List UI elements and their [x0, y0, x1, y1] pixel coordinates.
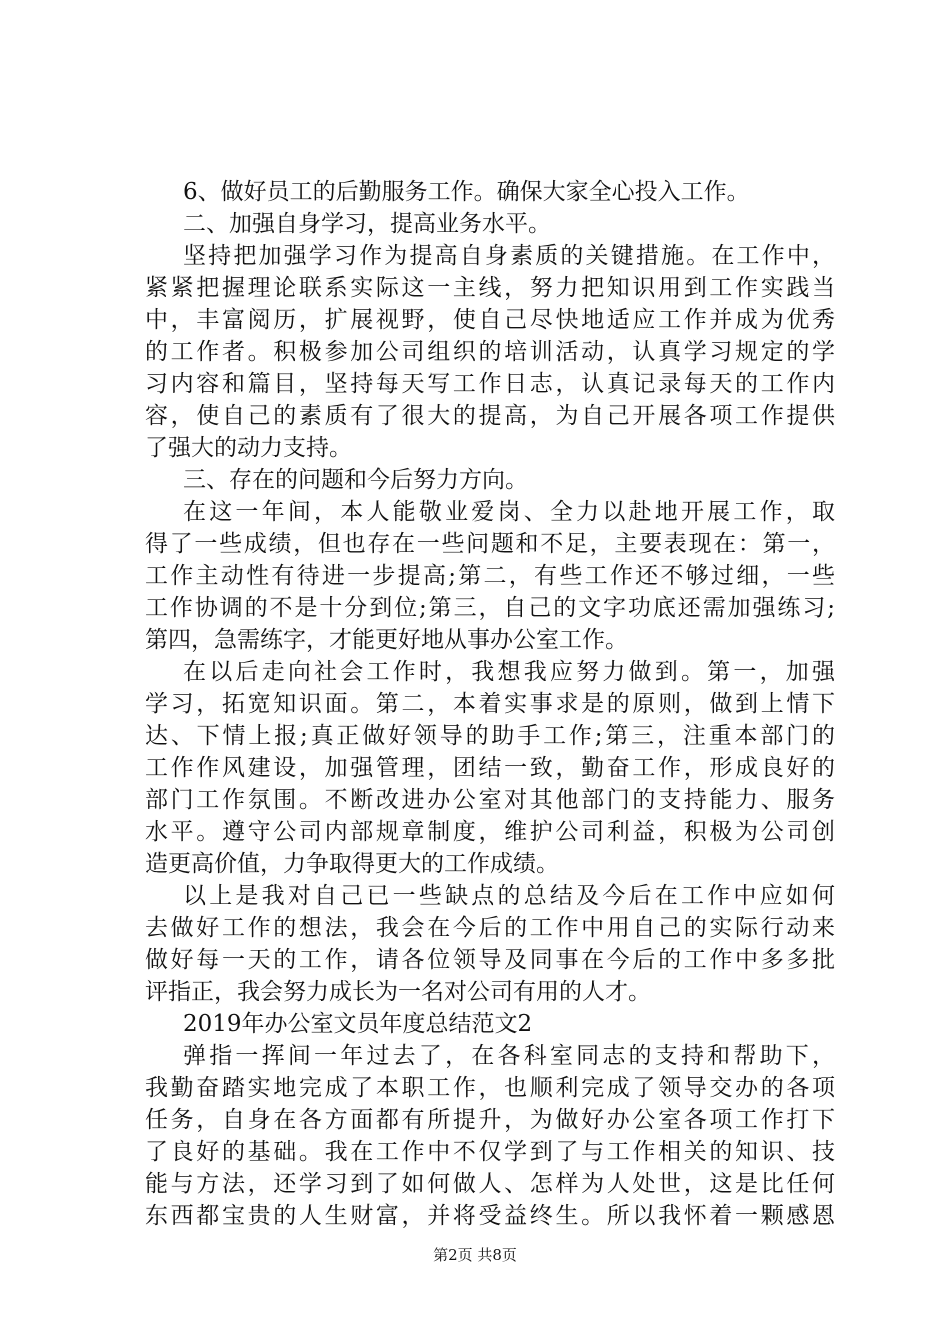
text-line: 紧紧把握理论联系实际这一主线，努力把知识用到工作实践当 [145, 275, 835, 301]
text-line: 以上是我对自己已一些缺点的总结及今后在工作中应如何 [183, 883, 835, 909]
text-line: 在以后走向社会工作时，我想我应努力做到。第一，加强 [183, 659, 835, 685]
text-line: 了良好的基础。我在工作中不仅学到了与工作相关的知识、技 [145, 1139, 835, 1165]
text-line: 弹指一挥间一年过去了，在各科室同志的支持和帮助下， [183, 1043, 835, 1069]
text-line: 东西都宝贵的人生财富，并将受益终生。所以我怀着一颗感恩 [145, 1203, 835, 1229]
page-number-label: 第2页 共8页 [433, 1246, 517, 1264]
text-line: 第四，急需练字，才能更好地从事办公室工作。 [145, 627, 628, 653]
text-line: 得了一些成绩，但也存在一些问题和不足，主要表现在：第一， [145, 531, 835, 557]
text-line: 2019年办公室文员年度总结范文2 [183, 1011, 533, 1037]
text-line: 坚持把加强学习作为提高自身素质的关键措施。在工作中， [183, 243, 835, 269]
text-line: 去做好工作的想法，我会在今后的工作中用自己的实际行动来 [145, 915, 835, 941]
page-footer [0, 1245, 950, 1265]
text-line: 三、存在的问题和今后努力方向。 [183, 467, 528, 493]
text-line: 容，使自己的素质有了很大的提高，为自己开展各项工作提供 [145, 403, 835, 429]
text-line: 学习，拓宽知识面。第二，本着实事求是的原则，做到上情下 [145, 691, 835, 717]
text-line: 了强大的动力支持。 [145, 435, 352, 461]
text-line: 中，丰富阅历，扩展视野，使自己尽快地适应工作并成为优秀 [145, 307, 835, 333]
text-line: 工作作风建设，加强管理，团结一致，勤奋工作，形成良好的 [145, 755, 835, 781]
text-line: 在这一年间，本人能敬业爱岗、全力以赴地开展工作，取 [183, 499, 835, 525]
text-line: 习内容和篇目，坚持每天写工作日志，认真记录每天的工作内 [145, 371, 835, 397]
text-line: 做好每一天的工作，请各位领导及同事在今后的工作中多多批 [145, 947, 835, 973]
text-line: 的工作者。积极参加公司组织的培训活动，认真学习规定的学 [145, 339, 835, 365]
text-line: 二、加强自身学习，提高业务水平。 [183, 211, 551, 237]
text-line: 部门工作氛围。不断改进办公室对其他部门的支持能力、服务 [145, 787, 835, 813]
text-line: 水平。遵守公司内部规章制度，维护公司利益，积极为公司创 [145, 819, 835, 845]
text-line: 我勤奋踏实地完成了本职工作，也顺利完成了领导交办的各项 [145, 1075, 835, 1101]
text-line: 6、做好员工的后勤服务工作。确保大家全心投入工作。 [183, 179, 750, 205]
text-line: 评指正，我会努力成长为一名对公司有用的人才。 [145, 979, 651, 1005]
text-line: 能与方法，还学习到了如何做人、怎样为人处世，这是比任何 [145, 1171, 835, 1197]
text-line: 达、下情上报;真正做好领导的助手工作;第三，注重本部门的 [145, 723, 835, 749]
text-line: 工作主动性有待进一步提高;第二，有些工作还不够过细，一些 [145, 563, 835, 589]
text-line: 工作协调的不是十分到位;第三，自己的文字功底还需加强练习; [145, 595, 835, 621]
document-body [145, 176, 835, 1232]
text-line: 造更高价值，力争取得更大的工作成绩。 [145, 851, 559, 877]
text-line: 任务，自身在各方面都有所提升，为做好办公室各项工作打下 [145, 1107, 835, 1133]
